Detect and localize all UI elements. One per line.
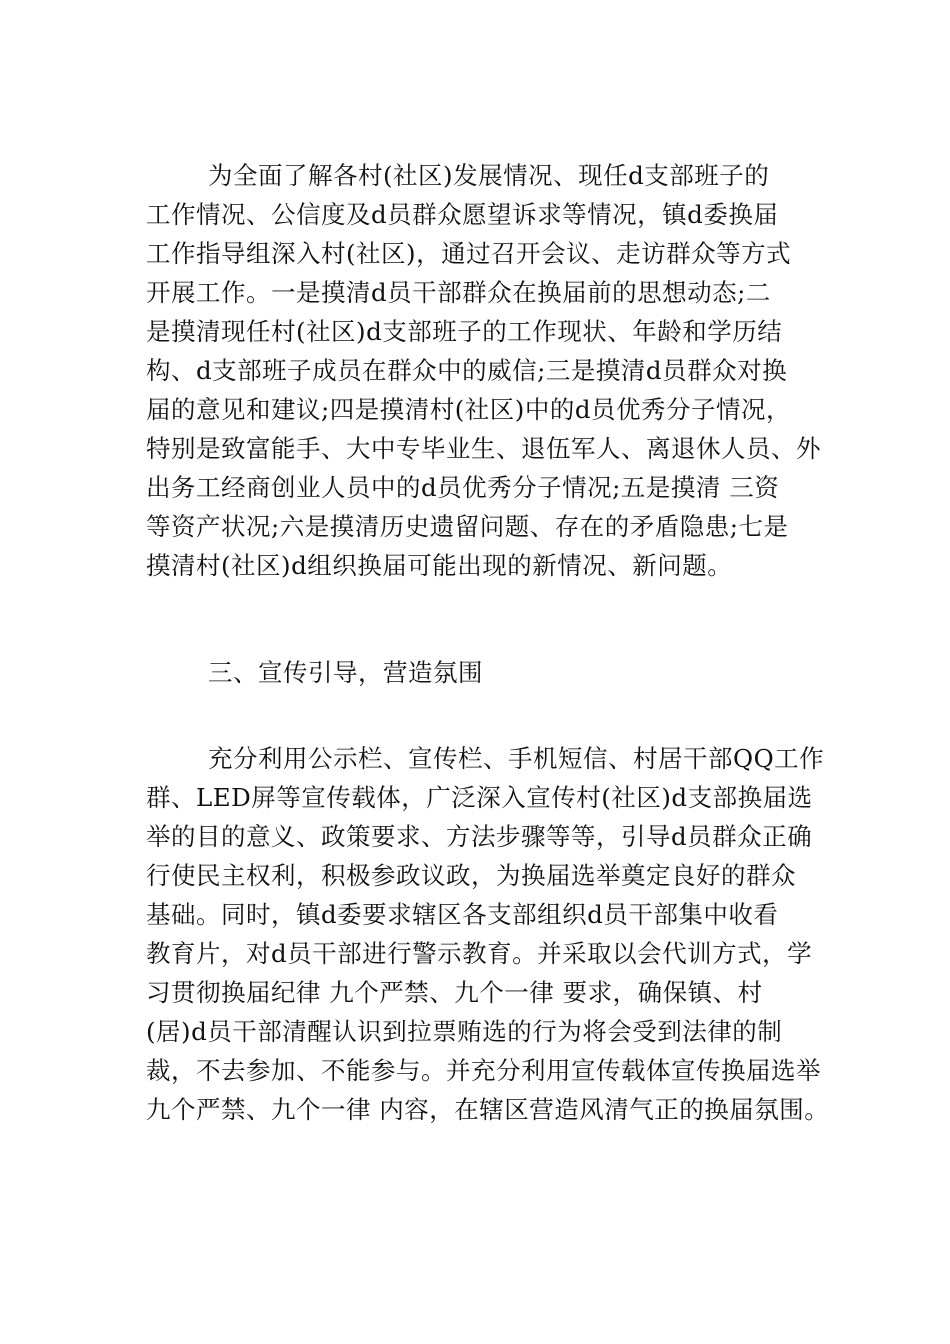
text-line: 等资产状况;六是摸清历史遗留问题、存在的矛盾隐患;七是: [146, 512, 789, 541]
text-line: 届的意见和建议;四是摸清村(社区)中的d员优秀分子情况，: [146, 395, 792, 424]
text-line: 工作指导组深入村(社区)，通过召开会议、走访群众等方式: [146, 239, 792, 268]
text-line: 教育片，对d员干部进行警示教育。并采取以会代训方式，学: [146, 939, 813, 968]
text-line: 摸清村(社区)d组织换届可能出现的新情况、新问题。: [146, 551, 733, 580]
text-line: 裁，不去参加、不能参与。并充分利用宣传载体宣传换届选举: [146, 1056, 821, 1085]
text-line: 群、LED屏等宣传载体，广泛深入宣传村(社区)d支部换届选: [146, 783, 813, 812]
text-line: 基础。同时，镇d委要求辖区各支部组织d员干部集中收看: [146, 900, 779, 929]
text-line: 为全面了解各村(社区)发展情况、现任d支部班子的: [208, 161, 770, 190]
text-line: 是摸清现任村(社区)d支部班子的工作现状、年龄和学历结: [146, 317, 783, 346]
text-line: 充分利用公示栏、宣传栏、手机短信、村居干部QQ工作: [208, 744, 825, 773]
text-line: 出务工经商创业人员中的d员优秀分子情况;五是摸清 三资: [146, 473, 780, 502]
section-heading: 三、宣传引导，营造氛围: [208, 658, 483, 687]
text-line: 举的目的意义、政策要求、方法步骤等等，引导d员群众正确: [146, 822, 813, 851]
text-line: 行使民主权利，积极参政议政，为换届选举奠定良好的群众: [146, 861, 796, 890]
text-line: 构、d支部班子成员在群众中的威信;三是摸清d员群众对换: [146, 356, 788, 385]
text-line: 开展工作。一是摸清d员干部群众在换届前的思想动态;二: [146, 278, 771, 307]
text-line: (居)d员干部清醒认识到拉票贿选的行为将会受到法律的制: [146, 1017, 783, 1046]
text-line: 工作情况、公信度及d员群众愿望诉求等情况，镇d委换届: [146, 200, 779, 229]
text-line: 习贯彻换届纪律 九个严禁、九个一律 要求，确保镇、村: [146, 978, 763, 1007]
text-line: 特别是致富能手、大中专毕业生、退伍军人、离退休人员、外: [146, 434, 821, 463]
text-line: 九个严禁、九个一律 内容，在辖区营造风清气正的换届氛围。: [146, 1095, 830, 1124]
